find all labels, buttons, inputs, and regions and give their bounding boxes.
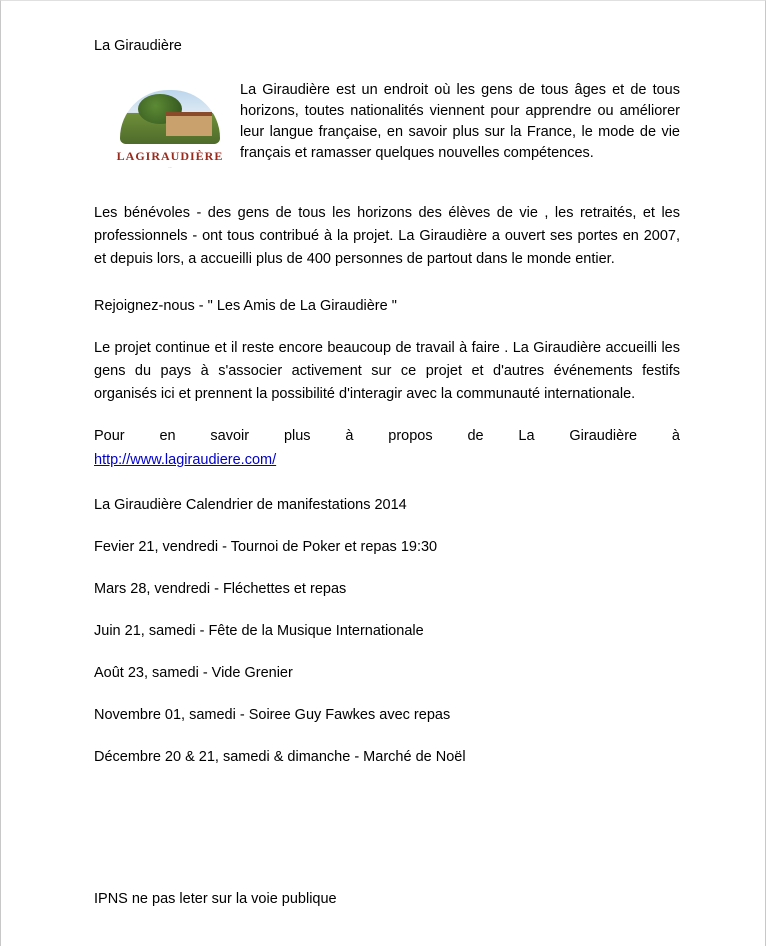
event-item: Novembre 01, samedi - Soiree Guy Fawkes avec repas <box>94 707 451 723</box>
giraudiere-logo <box>104 90 236 170</box>
website-link[interactable]: http://www.lagiraudiere.com/ <box>94 452 277 468</box>
logo-tagline: ... <box>168 164 172 169</box>
join-heading: Rejoignez-nous - " Les Amis de La Giraudière " <box>94 298 397 314</box>
intro-paragraph: La Giraudière est un endroit où les gens de tous âges et de tous horizons, toutes nationalités viennent pour apprendre ou améliorer leur langue française, en savoir plus sur la France, le mode de vie français et ramasser quelques nouvelles compétences. <box>240 82 680 161</box>
logo-house-shape <box>166 112 212 136</box>
event-item: Juin 21, samedi - Fête de la Musique Internationale <box>94 623 424 639</box>
logo-photo <box>120 90 220 144</box>
event-item: Mars 28, vendredi - Fléchettes et repas <box>94 581 347 597</box>
calendar-title: La Giraudière Calendrier de manifestations 2014 <box>94 497 407 513</box>
more-info-text: Pour en savoir plus à propos de La Giraudière à <box>94 428 680 444</box>
document-title: La Giraudière <box>94 38 182 54</box>
event-item: Fevier 21, vendredi - Tournoi de Poker et repas 19:30 <box>94 539 438 555</box>
document-body <box>94 36 680 788</box>
intro-block <box>94 80 680 192</box>
volunteers-paragraph: Les bénévoles - des gens de tous les horizons des élèves de vie , les retraités, et les professionnels - ont tous contribué à la projet. La Giraudière a ouvert ses portes en 2007, et depuis lors, a accueilli plus de 400 personnes de partout dans le monde entier. <box>94 205 680 267</box>
event-item: Août 23, samedi - Vide Grenier <box>94 665 293 681</box>
event-item: Décembre 20 & 21, samedi & dimanche - Marché de Noël <box>94 749 466 765</box>
logo-text: LAGIRAUDIÈRE <box>116 149 224 163</box>
project-paragraph: Le projet continue et il reste encore beaucoup de travail à faire . La Giraudière accueilli les gens du pays à s'associer activement sur ce projet et d'autres événements festifs organisés ici et prennent la possibilité d'interagir avec la communauté internationale. <box>94 340 680 402</box>
footer-note: IPNS ne pas leter sur la voie publique <box>94 891 337 907</box>
